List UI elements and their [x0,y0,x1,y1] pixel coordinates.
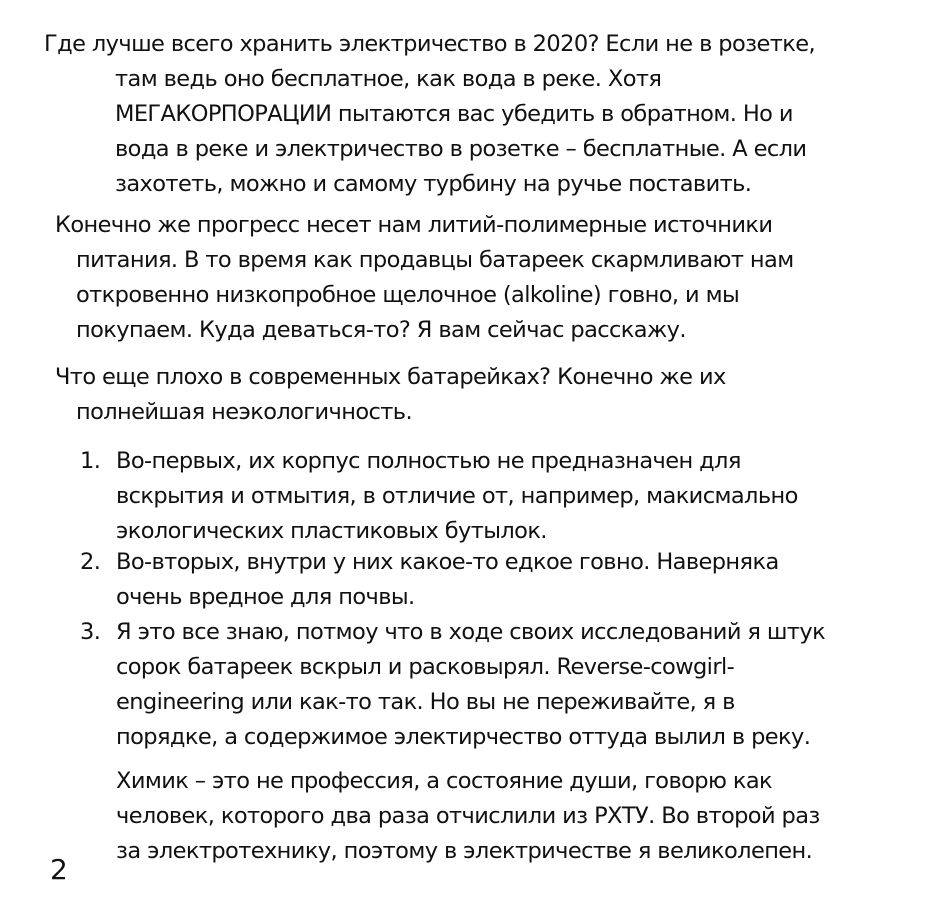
list-item-text [116,545,779,615]
text-line: человек, которого два раза отчислили из РХТУ. Во второй раз [116,803,820,829]
text-line: захотеть, можно и самому турбину на ручье поставить. [115,171,752,197]
text-line: Конечно же прогресс несет нам литий-полимерные источники [55,212,773,238]
list-number: 2. [80,549,101,575]
list-number: 3. [80,619,101,645]
paragraph-chemist [116,764,820,869]
text-line: сорок батареек вскрыл и расковырял. Reverse-cowgirl- [116,654,735,680]
list-item-text [116,444,798,549]
list-number: 1. [80,448,101,474]
list-item [80,444,900,549]
text-line: порядке, а содержимое электирчество оттуда вылил в реку. [116,724,811,750]
list-item [80,615,900,755]
paragraph-lithium-polymer [55,208,794,348]
text-line: вскрытия и отмытия, в отличие от, например, макисмально [116,483,798,509]
text-line: Я это все знаю, потмоу что в ходе своих исследований я штук [116,619,826,645]
text-line: за электротехнику, поэтому в электричестве я великолепен. [116,838,813,864]
list-item [80,545,900,615]
paragraph-storage-question [44,27,815,202]
text-line: вода в реке и электричество в розетке – бесплатные. А если [115,136,807,162]
text-line: Во-вторых, внутри у них какое-то едкое говно. Наверняка [116,549,779,575]
text-line: питания. В то время как продавцы батареек скармливают нам [76,247,794,273]
text-line: экологических пластиковых бутылок. [116,518,547,544]
text-line: откровенно низкопробное щелочное (alkoline) говно, и мы [76,282,740,308]
text-line: engineering или как-то так. Но вы не переживайте, я в [116,689,735,715]
page-number: 2 [50,853,68,886]
text-line: полнейшая неэкологичность. [76,399,413,425]
text-line: покупаем. Куда деваться-то? Я вам сейчас расскажу. [76,317,686,343]
text-line: Химик – это не профессия, а состояние души, говорю как [116,768,773,794]
paragraph-ecology-question [55,360,726,430]
text-line: МЕГАКОРПОРАЦИИ пытаются вас убедить в обратном. Но и [115,101,793,127]
text-line: Во-первых, их корпус полностью не предназначен для [116,448,741,474]
text-line: Где лучше всего хранить электричество в 2020? Если не в розетке, [44,31,816,57]
text-line: там ведь оно бесплатное, как вода в реке. Хотя [115,66,662,92]
text-line: очень вредное для почвы. [116,584,415,610]
text-line: Что еще плохо в современных батарейках? Конечно же их [55,364,726,390]
list-item-text [116,615,825,755]
